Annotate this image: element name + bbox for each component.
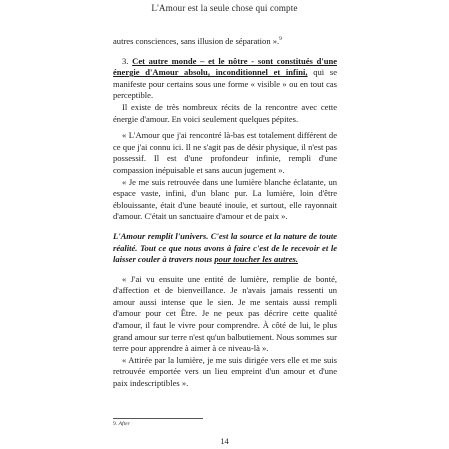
emphasis-underlined: pour toucher les autres.	[214, 254, 298, 265]
testimony-quote: « J'ai vu ensuite une entité de lumière, remplie de bonté, d'affection et de bienveillance. Je n'avais jamais ressenti un amour aussi intense que le sien. Je me sentais aussi rempli d'amour pour cet Être. Je ne peux pas décrire cette qualité d'amour, il faut le vivre pour comprendre. À côté de lui, le plus grand amour sur terre n'est qu'un balbutiement. Nous sommes sur terre pour apprendre à aimer à ce niveau-là ».	[113, 273, 337, 354]
emphasis-text: L'Amour remplit l'univers. C'est la source et la nature de toute réalité. Tout ce que nous avons à faire c'est de le recevoir et le laisser couler à travers nous	[113, 230, 337, 265]
page-number: 14	[220, 436, 229, 446]
testimony-quote: « L'Amour que j'ai rencontré là-bas est totalement différent de ce que j'ai connu ici. Il ne s'agit pas de désir physique, il n'est pas possessif. Il est d'une profondeur infinie, rempli d'une compassion inépuisable et sans aucun jugement ».	[113, 130, 337, 175]
footnote-number: 9.	[113, 421, 118, 427]
paragraph-text: autres consciences, sans illusion de séparation ».	[113, 36, 280, 46]
key-statement: Cet autre monde – et le nôtre - sont constitués d'une énergie d'Amour absolu, inconditionnel et infini,	[113, 55, 338, 78]
running-title: L'Amour est la seule chose qui compte	[151, 3, 298, 13]
footnote	[113, 421, 130, 427]
paragraph-continuation	[113, 36, 337, 48]
footnote-text: After	[118, 421, 130, 427]
paragraph: Il existe de très nombreux récits de la rencontre avec cette énergie d'amour. En voici seulement quelques pépites.	[113, 101, 337, 124]
testimony-quote: « Attirée par la lumière, je me suis dirigée vers elle et me suis retrouvée emportée vers un lieu empreint d'un amour et d'une paix indescriptibles ».	[113, 354, 337, 389]
paragraph-number: 3.	[122, 55, 129, 66]
paragraph-text: qui se manifeste pour certains sous une forme « visible » ou en tout cas perceptible.	[113, 67, 337, 101]
testimony-quote: « Je me suis retrouvée dans une lumière blanche éclatante, un espace vaste, infini, d'un blanc pur. La lumière, loin d'être éblouissante, était d'une beauté inouïe, et surtout, elle rayonnait d'amour. C'était un sanctuaire d'amour et de paix ».	[113, 176, 337, 222]
footnote-reference: 9	[279, 36, 282, 43]
emphasis-paragraph	[113, 231, 337, 266]
footnote-rule	[113, 418, 203, 419]
main-text	[113, 36, 337, 390]
numbered-paragraph	[113, 56, 337, 102]
